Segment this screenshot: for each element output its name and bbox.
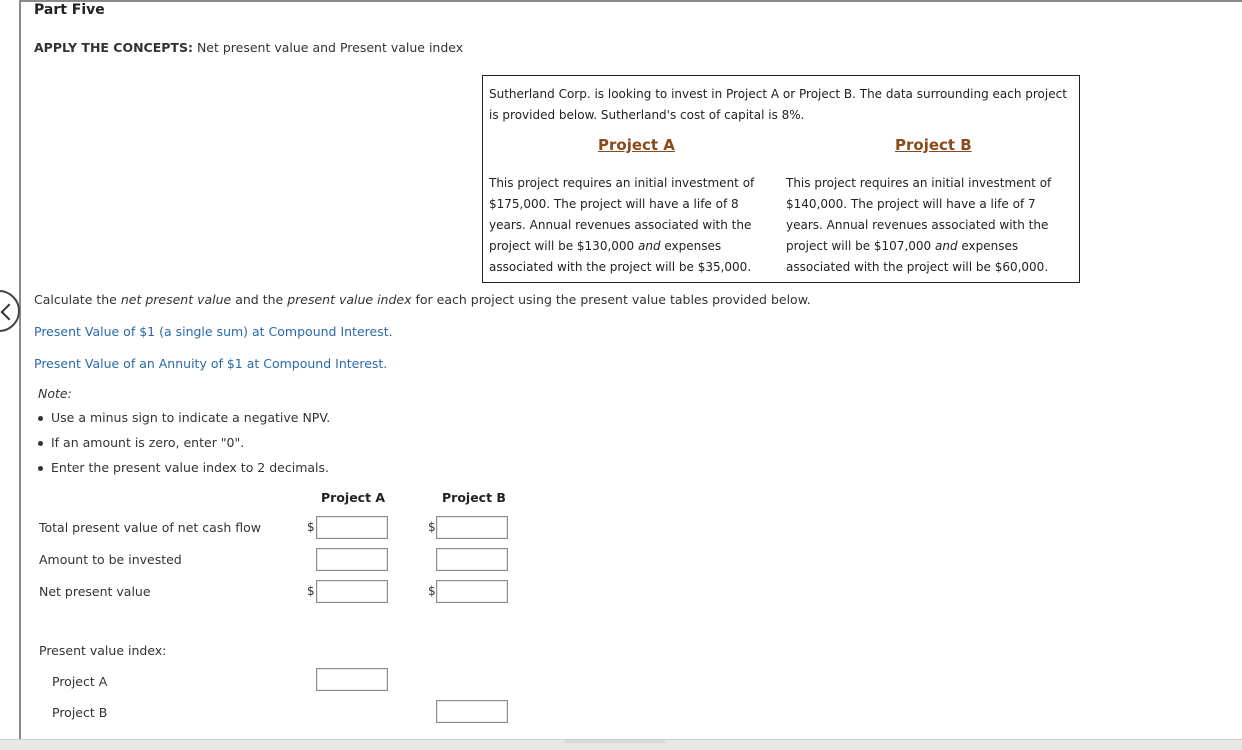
row-label-amount-invested: Amount to be invested	[39, 552, 182, 567]
project-a-heading: Project A	[598, 136, 675, 154]
total-pv-project-b-input[interactable]	[436, 516, 508, 539]
note-item-negative-npv: Use a minus sign to indicate a negative NPV.	[34, 410, 330, 435]
pvi-row-label-project-b: Project B	[52, 705, 108, 720]
project-b-text-2: expenses associated with the project will be $60,000.	[786, 239, 1049, 274]
horizontal-scrollbar[interactable]	[0, 739, 1242, 750]
project-b-text-1: This project requires an initial investment of $140,000. The project will have a life of 7 years. Annual revenues associated with the project will be $107,000	[786, 176, 1052, 253]
project-a-and: and	[637, 239, 661, 253]
back-arrow-button[interactable]	[0, 290, 20, 332]
scrollbar-thumb[interactable]	[565, 740, 665, 743]
calc-part-1: Calculate the	[34, 292, 121, 307]
pv-single-sum-link[interactable]: Present Value of $1 (a single sum) at Compound Interest.	[34, 324, 393, 339]
currency-symbol: $	[428, 520, 436, 534]
currency-symbol: $	[307, 520, 315, 534]
concept-text: Net present value and Present value index	[196, 40, 464, 55]
note-label: Note:	[38, 386, 72, 401]
amount-invested-project-b-input[interactable]	[436, 548, 508, 571]
project-a-text-1: This project requires an initial investment of $175,000. The project will have a life of 8 years. Annual revenues associated with the project will be $130,000	[489, 176, 755, 253]
top-border	[20, 0, 1242, 2]
pvi-project-a-input[interactable]	[316, 668, 388, 691]
calc-pvi-term: present value index	[287, 292, 412, 307]
note-item-zero: If an amount is zero, enter "0".	[34, 435, 330, 460]
calculate-instruction	[34, 292, 811, 307]
concept-label: APPLY THE CONCEPTS:	[34, 40, 193, 55]
project-info-box	[482, 75, 1080, 283]
pvi-section-label: Present value index:	[39, 643, 167, 658]
currency-symbol: $	[428, 584, 436, 598]
npv-project-a-input[interactable]	[316, 580, 388, 603]
total-pv-project-a-input[interactable]	[316, 516, 388, 539]
info-intro: Sutherland Corp. is looking to invest in Project A or Project B. The data surrounding each project is provided below. Sutherland's cost of capital is 8%.	[489, 87, 1067, 122]
row-label-npv: Net present value	[39, 584, 151, 599]
column-header-project-a: Project A	[321, 490, 386, 505]
pv-annuity-link[interactable]: Present Value of an Annuity of $1 at Compound Interest.	[34, 356, 388, 371]
column-header-project-b: Project B	[442, 490, 506, 505]
project-b-description	[786, 173, 1061, 278]
project-a-description	[489, 173, 764, 278]
project-b-heading: Project B	[895, 136, 972, 154]
calc-part-2: and the	[231, 292, 288, 307]
calc-npv-term: net present value	[120, 292, 232, 307]
left-border	[19, 0, 21, 740]
npv-project-b-input[interactable]	[436, 580, 508, 603]
note-item-decimals: Enter the present value index to 2 decimals.	[34, 460, 330, 485]
amount-invested-project-a-input[interactable]	[316, 548, 388, 571]
project-b-and: and	[934, 239, 958, 253]
pvi-project-b-input[interactable]	[436, 700, 508, 723]
currency-symbol: $	[307, 584, 315, 598]
concept-heading	[34, 40, 463, 55]
calc-part-3: for each project using the present value tables provided below.	[411, 292, 811, 307]
project-a-text-2: expenses associated with the project will be $35,000.	[489, 239, 752, 274]
row-label-total-pv: Total present value of net cash flow	[39, 520, 261, 535]
note-list	[34, 410, 330, 485]
chevron-left-icon	[1, 304, 18, 321]
part-title: Part Five	[34, 2, 105, 18]
pvi-row-label-project-a: Project A	[52, 674, 108, 689]
